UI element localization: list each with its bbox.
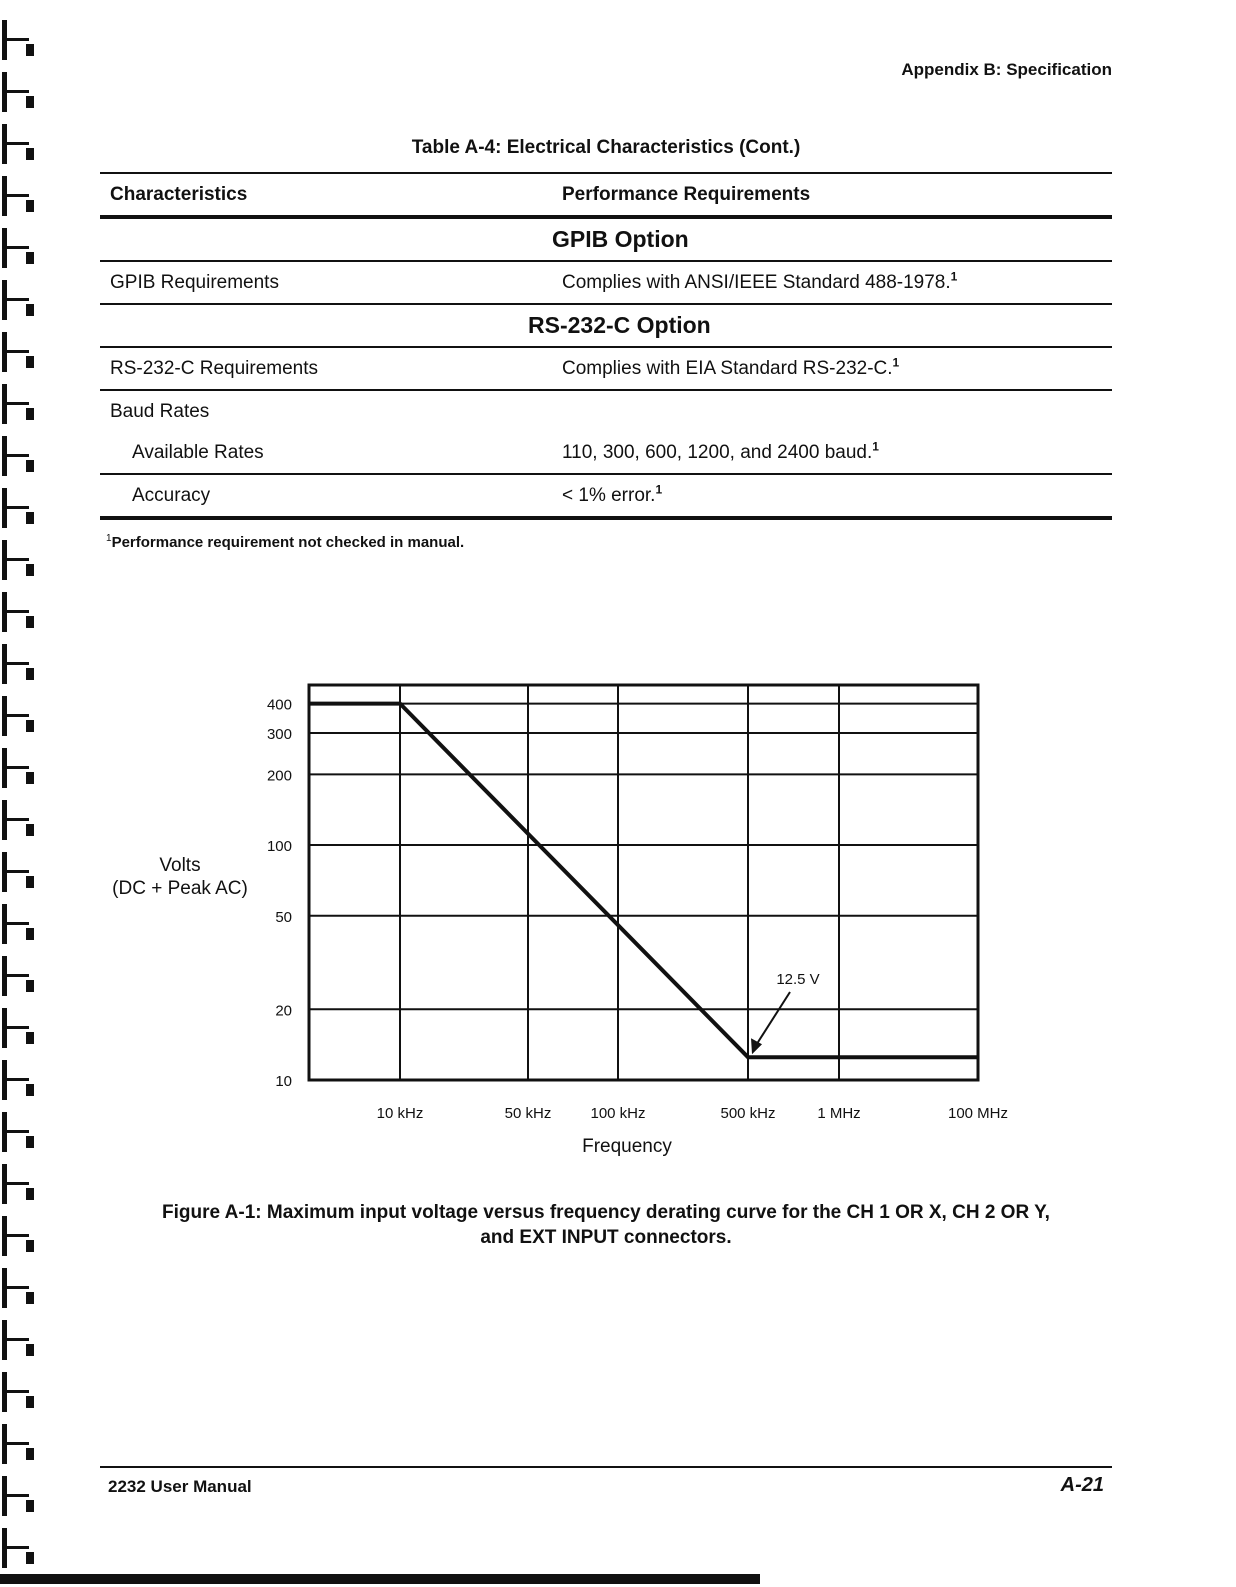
y-tick-label: 100 (266, 838, 292, 856)
row-label: Available Rates (100, 432, 552, 474)
col-header-performance: Performance Requirements (552, 173, 1112, 217)
footnote-ref: 1 (892, 355, 900, 370)
y-axis-label-line: Volts (159, 855, 201, 876)
binding-mark (7, 1286, 29, 1289)
footnote-ref: 1 (950, 269, 958, 284)
y-tick-label: 300 (266, 725, 292, 743)
figure-caption-line2: and EXT INPUT connectors. (480, 1227, 732, 1248)
col-header-characteristics: Characteristics (100, 173, 552, 217)
page-header: Appendix B: Specification (901, 60, 1112, 79)
binding-mark (26, 1448, 34, 1460)
y-tick-label: 400 (266, 696, 292, 714)
binding-mark (2, 1216, 7, 1256)
binding-mark (26, 1552, 34, 1564)
row-label: GPIB Requirements (100, 261, 552, 304)
x-tick-label: 100 kHz (590, 1105, 646, 1122)
row-value-text: Complies with EIA Standard RS-232-C. (562, 357, 893, 379)
row-label: Accuracy (100, 474, 552, 518)
binding-mark (7, 1234, 29, 1237)
x-tick-label: 100 MHz (947, 1105, 1009, 1122)
row-value-text: 110, 300, 600, 1200, and 2400 baud. (562, 441, 873, 463)
binding-mark (7, 1442, 29, 1445)
row-value-text: Complies with ANSI/IEEE Standard 488-1978. (562, 271, 951, 293)
annotation-arrow-head (751, 1038, 762, 1054)
section-title-rs232-text: RS-232-C Option (528, 312, 711, 338)
binding-mark (26, 1292, 34, 1304)
table-title: Table A-4: Electrical Characteristics (Cont.) (411, 137, 801, 158)
binding-mark (7, 1338, 29, 1341)
binding-mark (2, 1528, 7, 1568)
footnote-mark: 1 (106, 533, 112, 544)
plot-frame (309, 685, 978, 1080)
binding-mark (2, 1372, 7, 1412)
annotation-label: 12.5 V (776, 971, 820, 988)
x-tick-label: 10 kHz (376, 1105, 424, 1122)
binding-mark (7, 1494, 29, 1497)
binding-mark (2, 1268, 7, 1308)
y-tick-label: 10 (275, 1073, 292, 1090)
x-axis-label: Frequency (582, 1136, 672, 1157)
row-value-text: < 1% error. (562, 484, 656, 506)
binding-mark (26, 1500, 34, 1512)
x-tick-label: 1 MHz (817, 1105, 861, 1122)
scan-edge-bar (0, 1574, 760, 1584)
binding-mark (2, 1424, 7, 1464)
binding-mark (7, 1546, 29, 1549)
y-axis-label-line: (DC + Peak AC) (112, 878, 248, 899)
footnote-ref: 1 (655, 482, 663, 497)
annotation-arrow-line (756, 992, 790, 1045)
figure-caption-line1: Figure A-1: Maximum input voltage versus frequency derating curve for the CH 1 OR X, CH 2 OR Y, (162, 1202, 1050, 1223)
footer-manual-title: 2232 User Manual (108, 1477, 252, 1496)
y-tick-label: 20 (275, 1002, 292, 1020)
x-tick-label: 50 kHz (504, 1105, 552, 1122)
binding-mark (2, 1476, 7, 1516)
footnote-ref: 1 (872, 439, 879, 454)
footer-page-number: A-21 (1060, 1474, 1104, 1496)
section-title-gpib-text: GPIB Option (552, 226, 689, 252)
binding-mark (7, 1390, 29, 1393)
binding-mark (7, 1182, 29, 1185)
figure-caption (100, 1200, 1112, 1250)
footnote-text: Performance requirement not checked in manual. (111, 534, 465, 551)
footer-rule (100, 1466, 1112, 1468)
x-tick-label: 500 kHz (720, 1105, 776, 1122)
binding-mark (26, 1396, 34, 1408)
binding-mark (26, 1344, 34, 1356)
derating-curve (309, 704, 978, 1058)
y-tick-label: 50 (275, 908, 292, 926)
row-label: Baud Rates (110, 400, 210, 422)
binding-mark (26, 1188, 34, 1200)
binding-mark (2, 1320, 7, 1360)
y-tick-label: 200 (266, 767, 292, 785)
row-label: RS-232-C Requirements (100, 347, 552, 390)
binding-mark (26, 1240, 34, 1252)
